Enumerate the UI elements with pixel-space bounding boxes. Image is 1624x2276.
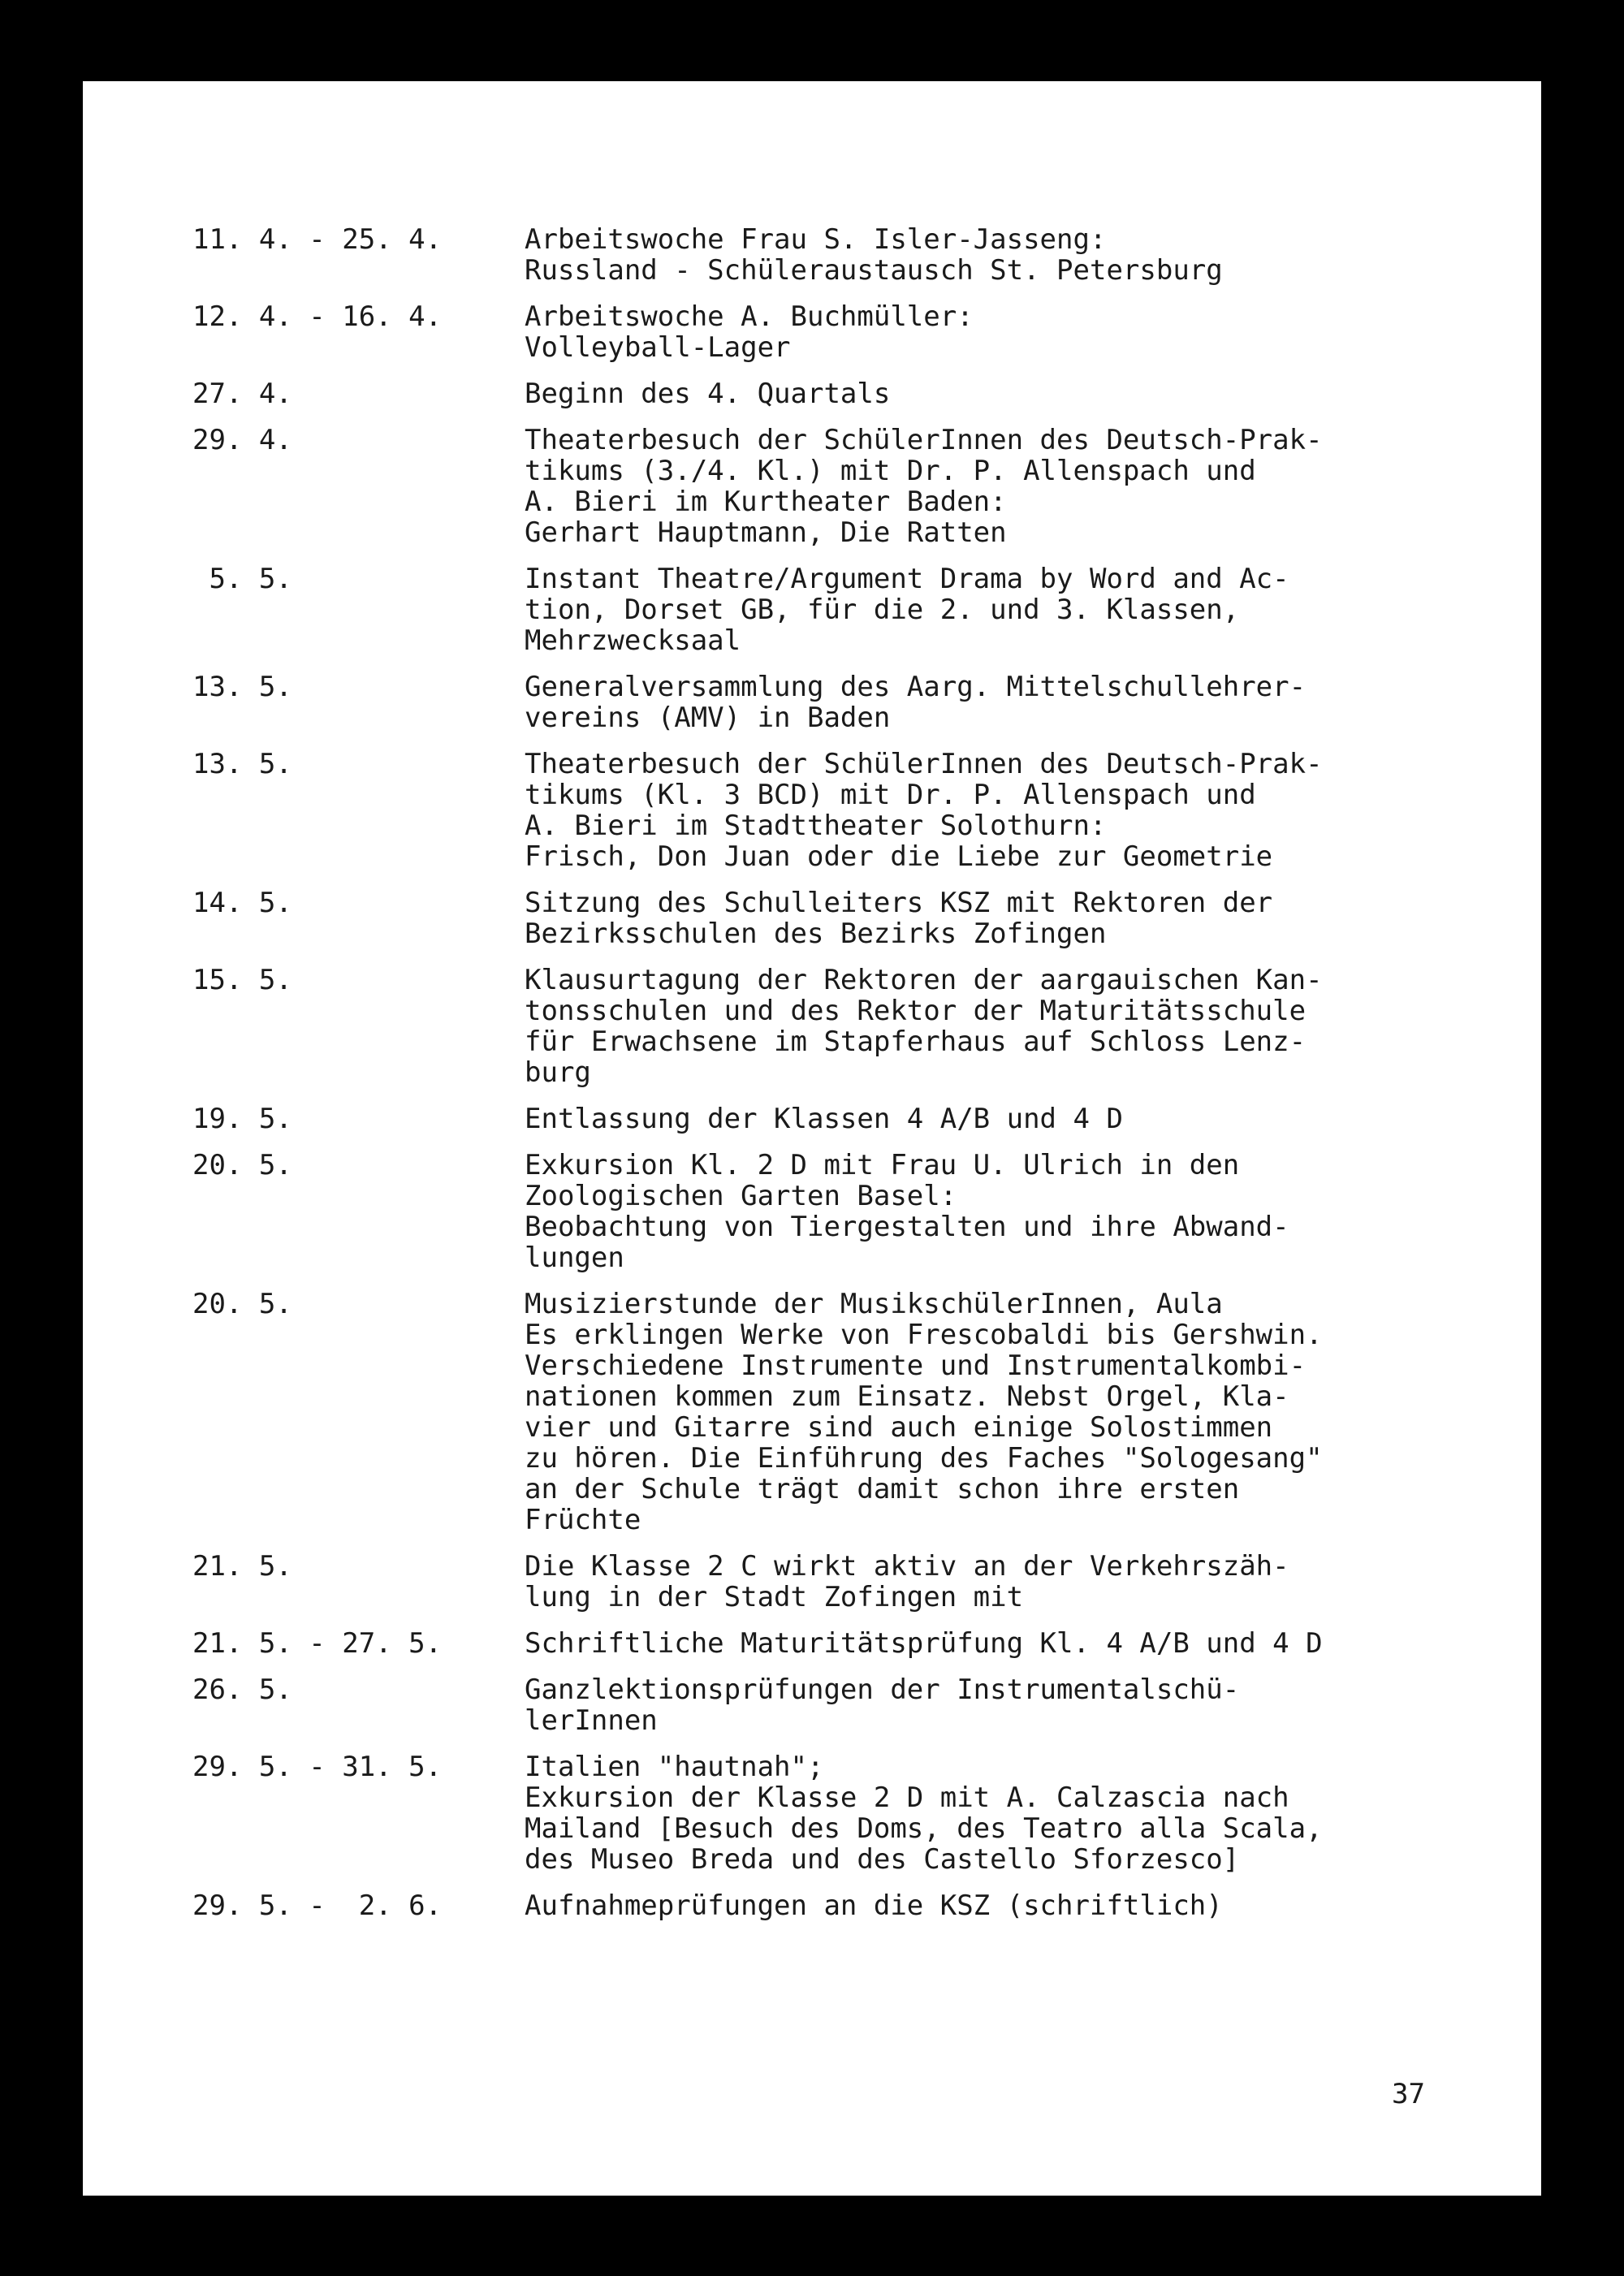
document-page: [83, 81, 1541, 2196]
entry-description: [525, 749, 1524, 872]
entry-text-line: Mehrzwecksaal: [525, 624, 741, 657]
entry-description: [525, 224, 1524, 286]
entry-text-line: Musizierstunde der MusikschülerInnen, Aula: [525, 1288, 1223, 1320]
entry-text-line: lungen: [525, 1242, 624, 1274]
entry-text-line: an der Schule trägt damit schon ihre ersten: [525, 1473, 1240, 1505]
entry-text-line: Früchte: [525, 1504, 641, 1536]
entry-text-line: burg: [525, 1056, 591, 1089]
entry-date: 13. 5.: [192, 671, 292, 703]
entry-text-line: Entlassung der Klassen 4 A/B und 4 D: [525, 1103, 1123, 1135]
entry-text-line: vier und Gitarre sind auch einige Solostimmen: [525, 1411, 1273, 1444]
entry-date: 12. 4. - 16. 4.: [192, 300, 443, 333]
entry-text-line: Die Klasse 2 C wirkt aktiv an der Verkehrszäh-: [525, 1550, 1289, 1583]
entry-text-line: Beobachtung von Tiergestalten und ihre Abwand-: [525, 1211, 1289, 1243]
entry-text-line: Bezirksschulen des Bezirks Zofingen: [525, 918, 1107, 950]
entry-date: 5. 5.: [192, 563, 292, 595]
chronicle-entry: [192, 564, 1524, 656]
entry-date: 20. 5.: [192, 1149, 292, 1181]
entry-text-line: A. Bieri im Stadttheater Solothurn:: [525, 810, 1107, 842]
chronicle-entry: [192, 1628, 1524, 1659]
entry-description: [525, 1551, 1524, 1613]
entry-text-line: Es erklingen Werke von Frescobaldi bis Gershwin.: [525, 1319, 1323, 1351]
chronicle-entry: [192, 1150, 1524, 1273]
chronicle-entry: [192, 1890, 1524, 1921]
entry-text-line: nationen kommen zum Einsatz. Nebst Orgel, Kla-: [525, 1380, 1289, 1413]
entry-text-line: Klausurtagung der Rektoren der aargauischen Kan-: [525, 964, 1323, 996]
entry-text-line: Exkursion der Klasse 2 D mit A. Calzascia nach: [525, 1781, 1289, 1814]
entry-description: [525, 1751, 1524, 1875]
chronicle-entry: [192, 1289, 1524, 1535]
entry-date: 11. 4. - 25. 4.: [192, 223, 443, 256]
entry-text-line: Instant Theatre/Argument Drama by Word and Ac-: [525, 563, 1289, 595]
entry-text-line: Arbeitswoche A. Buchmüller:: [525, 300, 974, 333]
entry-text-line: tion, Dorset GB, für die 2. und 3. Klassen,: [525, 594, 1240, 626]
entry-date: 21. 5. - 27. 5.: [192, 1627, 443, 1660]
entry-description: [525, 1674, 1524, 1736]
entry-description: [525, 888, 1524, 949]
entry-text-line: Beginn des 4. Quartals: [525, 378, 891, 410]
entry-text-line: Frisch, Don Juan oder die Liebe zur Geometrie: [525, 840, 1273, 873]
entry-date: 15. 5.: [192, 964, 292, 996]
entry-text-line: Arbeitswoche Frau S. Isler-Jasseng:: [525, 223, 1107, 256]
entry-text-line: zu hören. Die Einführung des Faches "Sologesang": [525, 1442, 1323, 1475]
entry-date: 20. 5.: [192, 1288, 292, 1320]
entry-date: 13. 5.: [192, 748, 292, 780]
entry-date: 29. 5. - 31. 5.: [192, 1751, 443, 1783]
entry-date: 14. 5.: [192, 887, 292, 919]
chronicle-entry: [192, 888, 1524, 949]
entry-text-line: Generalversammlung des Aarg. Mittelschullehrer-: [525, 671, 1307, 703]
entry-description: [525, 378, 1524, 409]
entry-text-line: Verschiedene Instrumente und Instrumentalkombi-: [525, 1350, 1307, 1382]
entry-text-line: Schriftliche Maturitätsprüfung Kl. 4 A/B und 4 D: [525, 1627, 1323, 1660]
chronicle-entries: [192, 224, 1524, 1937]
entry-date: 27. 4.: [192, 378, 292, 410]
entry-text-line: Sitzung des Schulleiters KSZ mit Rektoren der: [525, 887, 1273, 919]
entry-text-line: Gerhart Hauptmann, Die Ratten: [525, 516, 1007, 549]
chronicle-entry: [192, 301, 1524, 363]
entry-text-line: Italien "hautnah";: [525, 1751, 824, 1783]
entry-description: [525, 965, 1524, 1088]
entry-text-line: Ganzlektionsprüfungen der Instrumentalschü-: [525, 1674, 1240, 1706]
entry-description: [525, 564, 1524, 656]
chronicle-entry: [192, 749, 1524, 872]
entry-text-line: des Museo Breda und des Castello Sforzesco]: [525, 1843, 1240, 1876]
chronicle-entry: [192, 425, 1524, 548]
entry-description: [525, 1890, 1524, 1921]
entry-description: [525, 301, 1524, 363]
entry-text-line: tikums (Kl. 3 BCD) mit Dr. P. Allenspach und: [525, 779, 1256, 811]
entry-date: 29. 5. - 2. 6.: [192, 1889, 443, 1922]
chronicle-entry: [192, 378, 1524, 409]
chronicle-entry: [192, 1751, 1524, 1875]
page-number: 37: [1392, 2078, 1425, 2110]
entry-text-line: Mailand [Besuch des Doms, des Teatro alla Scala,: [525, 1812, 1323, 1845]
entry-text-line: Theaterbesuch der SchülerInnen des Deutsch-Prak-: [525, 748, 1323, 780]
entry-date: 29. 4.: [192, 424, 292, 456]
entry-description: [525, 1289, 1524, 1535]
chronicle-entry: [192, 1103, 1524, 1134]
entry-description: [525, 1628, 1524, 1659]
entry-text-line: Aufnahmeprüfungen an die KSZ (schriftlich): [525, 1889, 1223, 1922]
entry-date: 19. 5.: [192, 1103, 292, 1135]
entry-text-line: A. Bieri im Kurtheater Baden:: [525, 486, 1007, 518]
entry-description: [525, 1150, 1524, 1273]
entry-text-line: Russland - Schüleraustausch St. Petersburg: [525, 254, 1223, 287]
entry-text-line: tikums (3./4. Kl.) mit Dr. P. Allenspach und: [525, 455, 1256, 487]
entry-description: [525, 425, 1524, 548]
entry-text-line: lung in der Stadt Zofingen mit: [525, 1581, 1024, 1613]
entry-text-line: lerInnen: [525, 1704, 658, 1737]
entry-description: [525, 1103, 1524, 1134]
entry-date: 26. 5.: [192, 1674, 292, 1706]
entry-description: [525, 672, 1524, 733]
entry-text-line: vereins (AMV) in Baden: [525, 702, 891, 734]
entry-date: 21. 5.: [192, 1550, 292, 1583]
chronicle-entry: [192, 1674, 1524, 1736]
chronicle-entry: [192, 224, 1524, 286]
entry-text-line: Theaterbesuch der SchülerInnen des Deutsch-Prak-: [525, 424, 1323, 456]
entry-text-line: tonsschulen und des Rektor der Maturitätsschule: [525, 995, 1307, 1027]
chronicle-entry: [192, 1551, 1524, 1613]
entry-text-line: Zoologischen Garten Basel:: [525, 1180, 957, 1212]
chronicle-entry: [192, 672, 1524, 733]
entry-text-line: Volleyball-Lager: [525, 331, 791, 364]
entry-text-line: Exkursion Kl. 2 D mit Frau U. Ulrich in den: [525, 1149, 1240, 1181]
chronicle-entry: [192, 965, 1524, 1088]
entry-text-line: für Erwachsene im Stapferhaus auf Schloss Lenz-: [525, 1026, 1307, 1058]
